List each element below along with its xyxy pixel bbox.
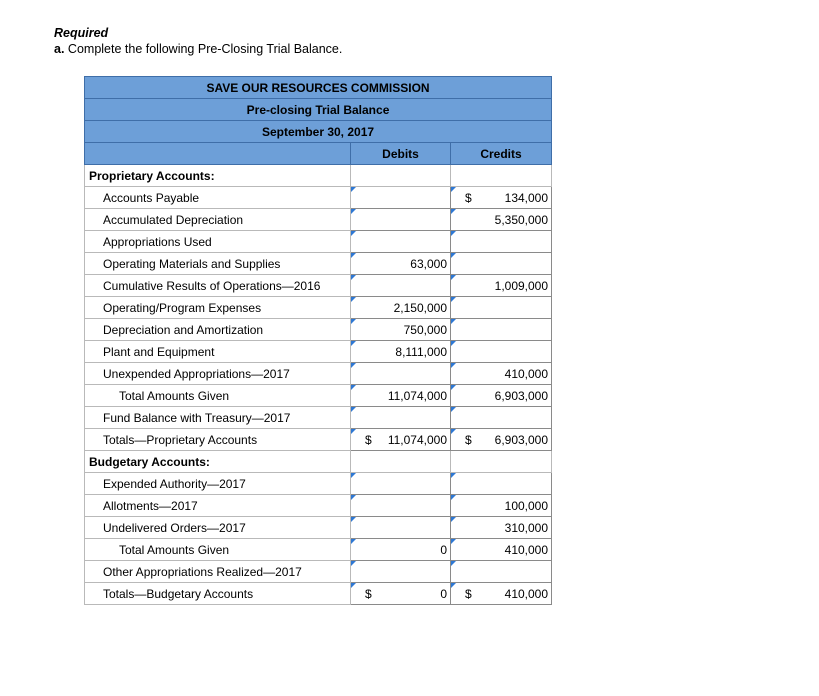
debit-cell[interactable] (351, 561, 451, 583)
debit-cell[interactable] (351, 363, 451, 385)
table-row (85, 341, 552, 363)
credit-amount: 134,000 (504, 191, 549, 205)
credit-cell[interactable] (451, 231, 552, 253)
table-row (85, 495, 552, 517)
account-label: Total Amounts Given (85, 539, 351, 561)
credit-amount: 1,009,000 (494, 279, 549, 293)
statement-title: Pre-closing Trial Balance (85, 99, 552, 121)
account-label: Other Appropriations Realized—2017 (85, 561, 351, 583)
debit-amount: 11,074,000 (387, 433, 447, 447)
column-header-debits: Debits (351, 143, 451, 165)
instruction-text (54, 42, 342, 56)
debit-amount: 0 (440, 587, 447, 601)
credit-cell[interactable] (451, 407, 552, 429)
debit-dollar-sign: $ (365, 433, 372, 447)
credit-cell[interactable] (451, 495, 552, 517)
table-row (85, 407, 552, 429)
credit-cell[interactable] (451, 341, 552, 363)
credit-amount: 310,000 (504, 521, 549, 535)
column-header-credits: Credits (451, 143, 552, 165)
credit-cell (451, 165, 552, 187)
debit-amount: 2,150,000 (393, 301, 447, 315)
credit-cell[interactable] (451, 539, 552, 561)
required-heading: Required (54, 26, 109, 40)
table-row (85, 561, 552, 583)
credit-dollar-sign: $ (465, 433, 472, 447)
table-row (85, 539, 552, 561)
debit-cell[interactable] (351, 319, 451, 341)
debit-cell[interactable] (351, 517, 451, 539)
debit-cell (351, 451, 451, 473)
credit-dollar-sign: $ (465, 191, 472, 205)
account-label: Totals—Budgetary Accounts (85, 583, 351, 605)
credit-cell[interactable] (451, 363, 552, 385)
credit-amount: 100,000 (504, 499, 549, 513)
account-label: Expended Authority—2017 (85, 473, 351, 495)
table-row (85, 319, 552, 341)
debit-cell[interactable] (351, 187, 451, 209)
debit-cell[interactable] (351, 495, 451, 517)
credit-cell[interactable] (451, 517, 552, 539)
debit-amount: 750,000 (403, 323, 447, 337)
credit-cell[interactable] (451, 275, 552, 297)
debit-cell (351, 165, 451, 187)
credit-amount: 410,000 (504, 367, 549, 381)
statement-date: September 30, 2017 (85, 121, 552, 143)
debit-cell[interactable] (351, 473, 451, 495)
table-row (85, 429, 552, 451)
credit-cell (451, 451, 552, 473)
table-row (85, 473, 552, 495)
debit-cell[interactable] (351, 297, 451, 319)
table-row (85, 209, 552, 231)
credit-amount: 6,903,000 (494, 433, 549, 447)
credit-cell[interactable] (451, 297, 552, 319)
credit-cell[interactable] (451, 209, 552, 231)
debit-amount: 11,074,000 (387, 389, 447, 403)
account-label: Cumulative Results of Operations—2016 (85, 275, 351, 297)
table-row (85, 297, 552, 319)
account-label: Appropriations Used (85, 231, 351, 253)
credit-cell[interactable] (451, 429, 552, 451)
debit-cell[interactable] (351, 583, 451, 605)
account-label: Total Amounts Given (85, 385, 351, 407)
instruction-prefix: a. (54, 42, 65, 56)
account-label: Depreciation and Amortization (85, 319, 351, 341)
account-label: Accounts Payable (85, 187, 351, 209)
account-label: Proprietary Accounts: (85, 165, 351, 187)
credit-amount: 6,903,000 (494, 389, 549, 403)
account-label: Allotments—2017 (85, 495, 351, 517)
account-label: Operating/Program Expenses (85, 297, 351, 319)
debit-cell[interactable] (351, 275, 451, 297)
credit-amount: 410,000 (504, 587, 549, 601)
debit-amount: 63,000 (410, 257, 447, 271)
credit-cell[interactable] (451, 319, 552, 341)
debit-cell[interactable] (351, 341, 451, 363)
table-row (85, 385, 552, 407)
entity-name: SAVE OUR RESOURCES COMMISSION (85, 77, 552, 99)
table-row (85, 517, 552, 539)
account-label: Unexpended Appropriations—2017 (85, 363, 351, 385)
account-label: Fund Balance with Treasury—2017 (85, 407, 351, 429)
instruction-body: Complete the following Pre-Closing Trial Balance. (67, 42, 343, 56)
table-row (85, 583, 552, 605)
debit-cell[interactable] (351, 231, 451, 253)
credit-cell[interactable] (451, 187, 552, 209)
debit-cell[interactable] (351, 429, 451, 451)
debit-cell[interactable] (351, 385, 451, 407)
table-row (85, 253, 552, 275)
debit-amount: 8,111,000 (395, 345, 447, 359)
account-label: Budgetary Accounts: (85, 451, 351, 473)
table-row (85, 451, 552, 473)
trial-balance-table (84, 76, 552, 605)
credit-cell[interactable] (451, 473, 552, 495)
account-label: Accumulated Depreciation (85, 209, 351, 231)
credit-cell[interactable] (451, 561, 552, 583)
debit-cell[interactable] (351, 209, 451, 231)
table-row (85, 363, 552, 385)
credit-dollar-sign: $ (465, 587, 472, 601)
account-label: Totals—Proprietary Accounts (85, 429, 351, 451)
credit-amount: 410,000 (504, 543, 549, 557)
debit-cell[interactable] (351, 539, 451, 561)
column-header-account (85, 143, 351, 165)
debit-dollar-sign: $ (365, 587, 372, 601)
table-row (85, 165, 552, 187)
table-row (85, 187, 552, 209)
account-label: Operating Materials and Supplies (85, 253, 351, 275)
credit-amount: 5,350,000 (494, 213, 549, 227)
credit-cell[interactable] (451, 385, 552, 407)
debit-amount: 0 (440, 543, 447, 557)
debit-cell[interactable] (351, 253, 451, 275)
debit-cell[interactable] (351, 407, 451, 429)
table-row (85, 231, 552, 253)
account-label: Plant and Equipment (85, 341, 351, 363)
credit-cell[interactable] (451, 253, 552, 275)
account-label: Undelivered Orders—2017 (85, 517, 351, 539)
credit-cell[interactable] (451, 583, 552, 605)
table-row (85, 275, 552, 297)
